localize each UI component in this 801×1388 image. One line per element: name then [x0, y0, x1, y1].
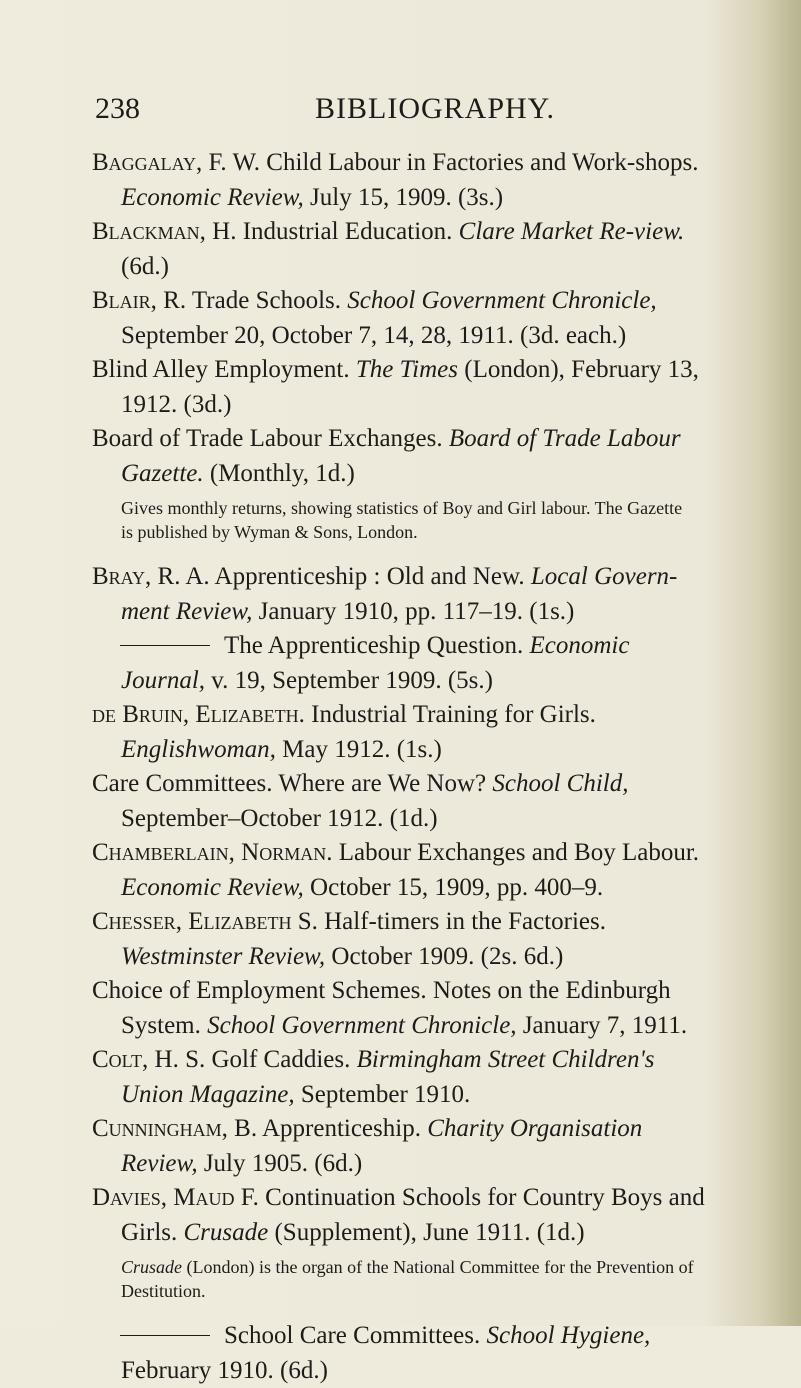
entry-details: (Monthly, 1d.): [209, 459, 355, 487]
entry-journal: School Government Chronicle,: [347, 287, 657, 314]
bibliography-list: [92, 146, 708, 1388]
entry-details: September–October 1912. (1d.): [121, 804, 438, 832]
entry-title: Half-timers in the Factories.: [324, 908, 606, 935]
bibliography-entry: [92, 1112, 708, 1181]
entry-journal: Economic Review,: [121, 183, 304, 211]
bibliography-entry: [92, 1181, 708, 1250]
bibliography-entry: [92, 215, 708, 284]
entry-note: [121, 1256, 696, 1303]
entry-journal: Englishwoman,: [121, 735, 276, 763]
entry-journal: Economic Review,: [121, 873, 304, 901]
entry-details: February 1910. (6d.): [121, 1356, 328, 1384]
entry-journal: The Times: [355, 356, 458, 383]
entry-author: Cunningham, B.: [92, 1115, 258, 1142]
entry-details: October 1909. (2s. 6d.): [331, 942, 564, 970]
entry-journal: Crusade: [183, 1218, 269, 1246]
entry-journal: Charity Organisation Review,: [121, 1115, 643, 1177]
entry-details: May 1912. (1s.): [282, 735, 442, 763]
entry-title: Golf Caddies.: [211, 1046, 351, 1073]
entry-author: Davies, Maud F.: [92, 1184, 259, 1211]
ditto-dash: [120, 645, 210, 646]
note-text: (London) is the organ of the National Committee for the Prevention of Destitution.: [121, 1257, 694, 1301]
bibliography-entry: [92, 905, 708, 974]
bibliography-entry: [92, 629, 708, 698]
entry-author: Colt, H. S.: [92, 1046, 206, 1073]
bibliography-entry: [92, 698, 708, 767]
ditto-dash: [120, 1335, 210, 1336]
entry-journal: Westminster Review,: [121, 942, 326, 970]
bibliography-entry: [92, 560, 708, 629]
entry-author: Blackman, H.: [92, 218, 237, 245]
entry-author: Bray, R. A.: [92, 563, 210, 590]
entry-author: Chamberlain, Norman.: [92, 839, 333, 866]
entry-details: v. 19, September 1909. (5s.): [211, 666, 493, 694]
entry-note: Gives monthly returns, showing statistics of Boy and Girl labour. The Gazette is published by Wyman & Sons, London.: [121, 498, 683, 542]
entry-journal: School Hygiene,: [486, 1322, 651, 1349]
entry-title: Apprenticeship : Old and New.: [214, 563, 525, 590]
entry-details: July 15, 1909. (3s.): [310, 183, 504, 211]
entry-title: Labour Exchanges and Boy Labour.: [338, 839, 700, 866]
entry-journal: Board of Trade Labour Gazette.: [121, 425, 681, 487]
entry-title: Industrial Training for Girls.: [311, 701, 596, 728]
bibliography-entry: [92, 422, 708, 491]
bibliography-entry: [92, 974, 708, 1043]
entry-title: The Apprenticeship Question.: [224, 632, 524, 659]
entry-title: Trade Schools.: [191, 287, 341, 314]
bibliography-entry: [92, 146, 708, 215]
running-head: BIBLIOGRAPHY.: [315, 92, 555, 125]
entry-details: September 1910.: [300, 1080, 471, 1108]
entry-title: Choice of Employment Schemes. Notes on the Edinburgh System.: [92, 977, 671, 1039]
entry-journal: School Child,: [492, 770, 629, 797]
entry-title: Continuation Schools for Country Boys and Girls.: [121, 1184, 705, 1246]
entry-journal: Birmingham Street Children's Union Magazine,: [121, 1046, 655, 1108]
entry-title: Child Labour in Factories and Work-shops.: [266, 149, 699, 176]
entry-title: Care Committees. Where are We Now?: [92, 770, 487, 797]
bibliography-entry: [92, 1319, 708, 1388]
bibliography-entry: [92, 836, 708, 905]
entry-author: Blair, R.: [92, 287, 187, 314]
entry-author: de Bruin, Elizabeth.: [92, 701, 305, 728]
entry-details: (Supplement), June 1911. (1d.): [274, 1218, 585, 1246]
bibliography-entry: [92, 284, 708, 353]
entry-title: Blind Alley Employment.: [92, 356, 350, 383]
entry-title: Industrial Education.: [242, 218, 453, 245]
entry-details: (London), February 13, 1912. (3d.): [121, 356, 699, 418]
entry-details: July 1905. (6d.): [203, 1149, 363, 1177]
entry-author: Chesser, Elizabeth S.: [92, 908, 318, 935]
page-number: 238: [95, 92, 140, 125]
entry-details: January 7, 1911.: [522, 1011, 688, 1039]
entry-author: Baggalay, F. W.: [92, 149, 261, 176]
bibliography-entry: [92, 1043, 708, 1112]
note-journal: Crusade: [121, 1257, 183, 1277]
entry-journal: Clare Market Re-view.: [458, 218, 685, 245]
entry-title: School Care Committees.: [224, 1322, 481, 1349]
entry-details: September 20, October 7, 14, 28, 1911. (3d. each.): [121, 321, 627, 349]
entry-journal: Local Govern-ment Review,: [121, 563, 678, 625]
entry-journal: Economic Journal,: [121, 632, 630, 694]
entry-details: October 15, 1909, pp. 400–9.: [310, 873, 604, 901]
entry-journal: School Government Chronicle,: [207, 1011, 517, 1039]
entry-title: Apprenticeship.: [261, 1115, 421, 1142]
entry-title: Board of Trade Labour Exchanges.: [92, 425, 443, 452]
entry-details: (6d.): [121, 252, 169, 280]
bibliography-entry: [92, 767, 708, 836]
entry-details: January 1910, pp. 117–19. (1s.): [258, 597, 575, 625]
bibliography-entry: [92, 353, 708, 422]
page-header: [95, 92, 695, 132]
